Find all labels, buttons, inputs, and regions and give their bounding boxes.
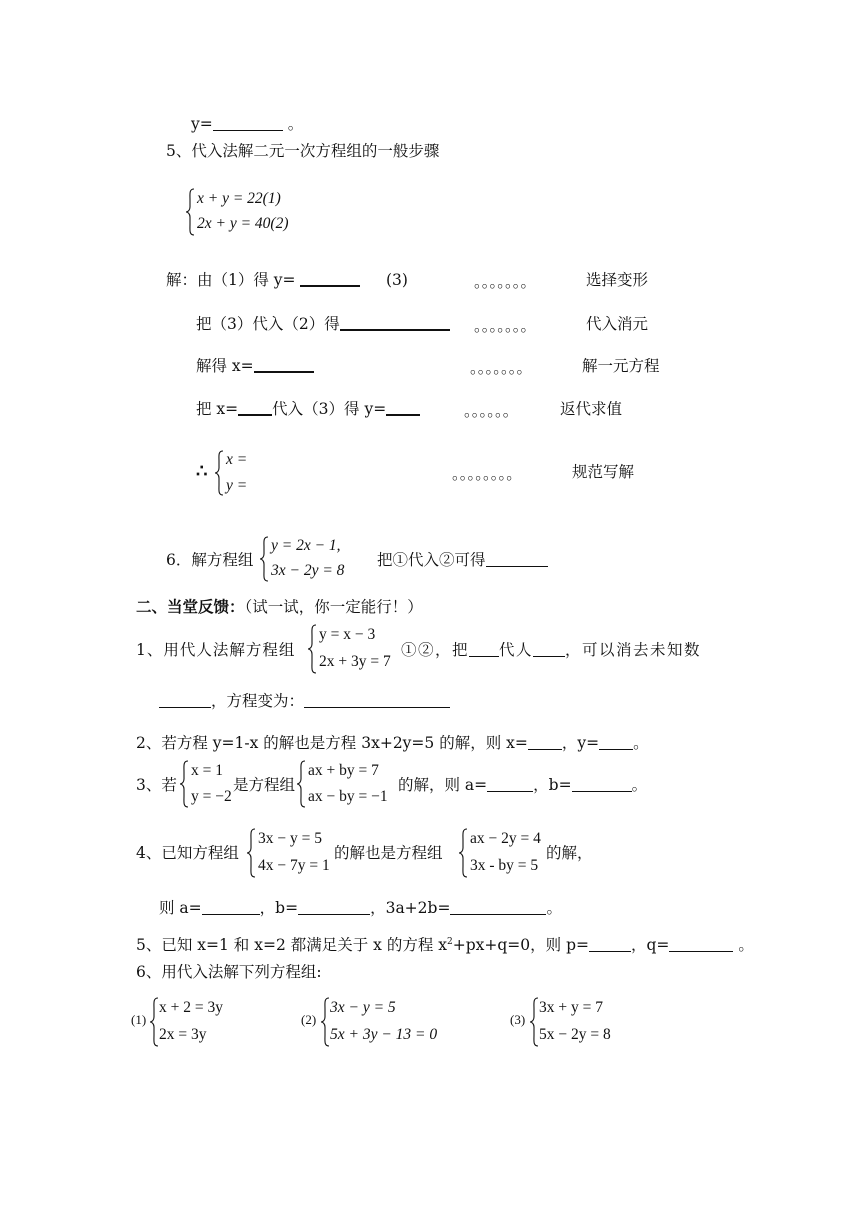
brace-icon (458, 828, 468, 878)
q5-step3-desc: 解一元方程 (582, 357, 660, 375)
answer-blank[interactable] (469, 641, 499, 657)
brace-icon (296, 760, 306, 808)
f6-item-3-row-2: 5x − 2y = 8 (539, 1026, 611, 1043)
answer-blank[interactable] (300, 270, 360, 287)
f4-sys1-row-1: 3x − y = 5 (258, 830, 322, 847)
brace-icon (185, 188, 195, 236)
f1-label: 1、用代人法解方程组 (136, 641, 296, 659)
f1-row-1: y = x − 3 (319, 626, 376, 643)
f6-item-2-row-1: 3x − y = 5 (330, 999, 396, 1016)
answer-blank[interactable] (599, 734, 633, 750)
f3-sys1-row-1: x = 1 (191, 762, 223, 779)
f6-item-2-num: (2) (301, 1012, 317, 1027)
f3-mid: 是方程组 (233, 776, 296, 794)
brace-icon (529, 997, 539, 1047)
answer-blank[interactable] (213, 115, 283, 131)
f3-label: 3、若 (136, 776, 177, 794)
f2-text: 2、若方程 y=1-x 的解也是方程 3x+2y=5 的解，则 x= ，y= 。 (136, 734, 649, 752)
q5-step2: 把（3）代入（2）得 (196, 314, 450, 334)
answer-blank[interactable] (528, 734, 562, 750)
q5-step2-desc: 代入消元 (586, 315, 649, 333)
solution-row-x: x = (226, 451, 248, 468)
f4-sys2-row-1: ax − 2y = 4 (470, 830, 541, 847)
q5-step4-dots: 。。。。。。 (464, 402, 519, 420)
therefore-symbol: ∴ (196, 461, 208, 482)
answer-blank[interactable] (487, 776, 533, 792)
q5-step1-desc: 选择变形 (586, 271, 649, 289)
section2-heading: 二、当堂反馈：（试一试，你一定能行！） (136, 597, 423, 616)
solution-row-y: y = (226, 477, 248, 494)
answer-blank[interactable] (304, 692, 450, 708)
f6-item-1-row-1: x + 2 = 3y (159, 999, 223, 1016)
answer-blank[interactable] (572, 776, 632, 792)
q5-step3: 解得 x= (196, 356, 314, 376)
f4-sys2-row-2: 3x - by = 5 (470, 857, 539, 874)
q5-step1-tag: (3) (386, 271, 408, 289)
f1-tail: ①②，把 代人 ，可以消去未知数 (401, 641, 702, 659)
q6-label: 6．解方程组 (166, 551, 254, 569)
answer-blank[interactable] (486, 551, 548, 567)
brace-icon (259, 536, 269, 582)
answer-blank[interactable] (589, 936, 631, 952)
answer-blank[interactable] (202, 899, 260, 915)
f4-label: 4、已知方程组 (136, 844, 239, 862)
f6-item-1-row-2: 2x = 3y (159, 1026, 207, 1043)
q5-step5-desc: 规范写解 (572, 463, 635, 481)
answer-blank[interactable] (340, 314, 450, 331)
q5-step5-dots: 。。。。。。。。 (452, 465, 522, 483)
f3-sys2-row-2: ax − by = −1 (308, 788, 388, 805)
answer-blank[interactable] (450, 899, 546, 915)
top-y-label: y= (191, 115, 213, 133)
q5-step1-dots: 。。。。。。。 (474, 273, 537, 291)
answer-blank[interactable] (533, 641, 565, 657)
q5-system-row-2: 2x + y = 40(2) (197, 215, 289, 232)
brace-icon (214, 450, 224, 496)
brace-icon (246, 828, 256, 878)
q5-step2-dots: 。。。。。。。 (474, 317, 537, 335)
f3-sys2-row-1: ax + by = 7 (308, 762, 379, 779)
f6-item-3-num: (3) (510, 1012, 526, 1027)
answer-blank[interactable] (669, 936, 733, 952)
answer-blank[interactable] (386, 399, 420, 416)
q6-row-1: y = 2x − 1, (271, 537, 341, 554)
f6-item-2-row-2: 5x + 3y − 13 = 0 (330, 1026, 438, 1043)
answer-blank[interactable] (238, 399, 272, 416)
q6-row-2: 3x − 2y = 8 (271, 562, 345, 579)
q5-step4-desc: 返代求值 (560, 400, 623, 418)
f1-row-2: 2x + 3y = 7 (319, 653, 391, 670)
q5-step3-dots: 。。。。。。。 (470, 359, 533, 377)
q5-system-row-1: x + y = 22(1) (197, 190, 281, 207)
answer-blank[interactable] (298, 899, 370, 915)
f3-tail: 的解，则 a= ，b= 。 (398, 776, 648, 794)
f4-mid: 的解也是方程组 (334, 844, 443, 862)
f4-line2: 则 a= ，b= ，3a+2b= 。 (159, 899, 562, 917)
brace-icon (149, 997, 159, 1047)
exponent: 2 (447, 937, 453, 947)
brace-icon (307, 624, 317, 674)
f5-text: 5、已知 x=1 和 x=2 都满足关于 x 的方程 $x^2+px+q=0$，则 p= ，q= 。 (136, 936, 754, 955)
f6-item-1-num: (1) (131, 1012, 147, 1027)
f3-sys1-row-2: y = −2 (191, 788, 232, 805)
q5-step4: 把 x= 代入（3）得 y= (196, 399, 420, 419)
brace-icon (320, 997, 330, 1047)
f6-item-3-row-1: 3x + y = 7 (539, 999, 603, 1016)
f6-title: 6、用代入法解下列方程组: (136, 963, 322, 981)
answer-blank[interactable] (159, 692, 211, 708)
f4-tail: 的解， (546, 844, 593, 862)
q5-title: 5、代入法解二元一次方程组的一般步骤 (166, 142, 440, 160)
answer-blank[interactable] (254, 356, 314, 373)
f4-sys1-row-2: 4x − 7y = 1 (258, 857, 330, 874)
q6-tail: 把①代入②可得 (377, 550, 548, 570)
f1-line2: ，方程变为： (159, 691, 450, 711)
brace-icon (179, 760, 189, 808)
q5-step1: 解：由（1）得 y= (166, 270, 360, 290)
top-y-line: y= 。 (191, 115, 304, 133)
